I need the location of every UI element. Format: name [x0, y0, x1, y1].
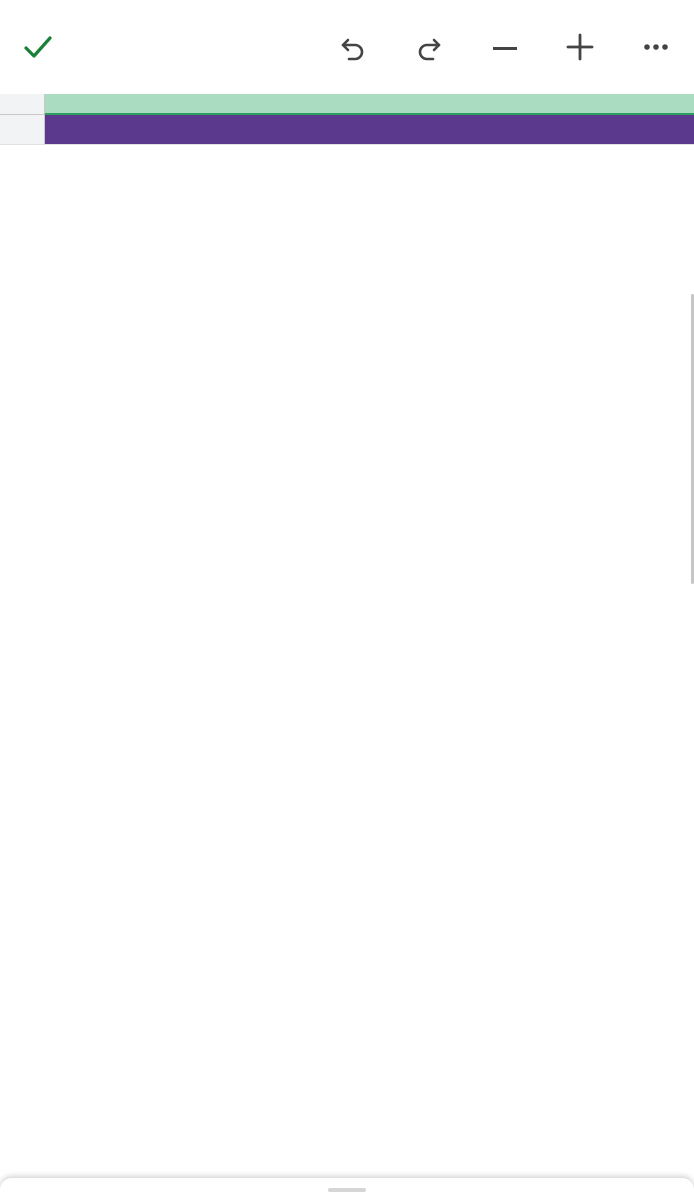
undo-icon [338, 32, 368, 62]
drag-handle[interactable] [328, 1188, 366, 1192]
spreadsheet-grid[interactable] [0, 94, 694, 1178]
more-horizontal-icon [641, 32, 671, 62]
select-all-corner[interactable] [0, 94, 45, 115]
column-header-d[interactable] [45, 94, 694, 115]
bottom-sheet[interactable] [0, 1178, 694, 1200]
text-format-button[interactable] [485, 27, 525, 67]
row-number[interactable] [0, 115, 45, 145]
redo-icon [414, 32, 444, 62]
text-format-underline [493, 47, 517, 50]
header-cell[interactable] [45, 115, 694, 145]
top-toolbar [0, 0, 694, 94]
plus-icon [565, 32, 595, 62]
checkmark-icon [22, 31, 54, 63]
add-button[interactable] [560, 27, 600, 67]
text-format-icon [493, 45, 517, 50]
more-options-button[interactable] [636, 27, 676, 67]
header-row [0, 115, 694, 145]
confirm-button[interactable] [18, 27, 58, 67]
undo-button[interactable] [333, 27, 373, 67]
redo-button[interactable] [409, 27, 449, 67]
